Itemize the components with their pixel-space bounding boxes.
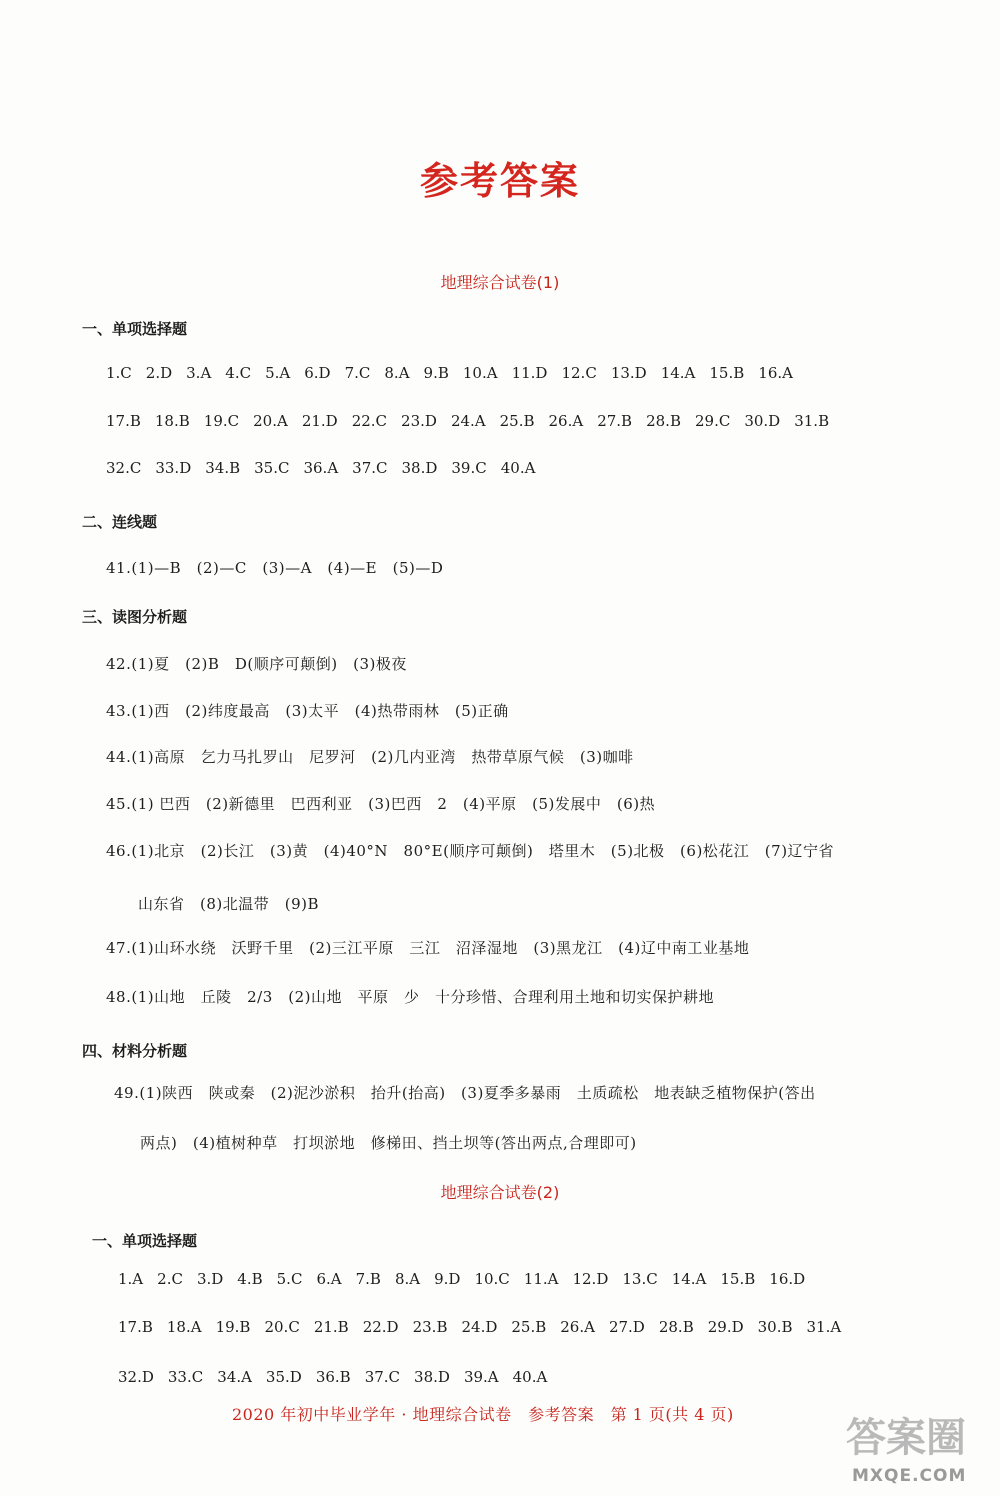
choice-answer: 24.D	[461, 1318, 498, 1336]
choice-answer: 38.D	[414, 1368, 450, 1386]
choice-answer: 35.C	[254, 459, 290, 477]
choice-answer: 27.D	[608, 1318, 645, 1336]
choice-answer: 22.C	[351, 412, 388, 430]
choice-answer: 31.B	[794, 412, 830, 430]
choice-answer: 18.B	[154, 412, 190, 430]
choice-answer: 40.A	[512, 1368, 548, 1386]
choice-answer: 33.D	[155, 459, 192, 477]
answer-49-line-2: 两点) (4)植树种草 打坝淤地 修梯田、挡土坝等(答出两点,合理即可)	[140, 1134, 637, 1152]
choice-answer: 4.C	[225, 364, 252, 382]
watermark-logo: 答案圈	[846, 1415, 966, 1461]
choice-answer: 15.B	[720, 1270, 756, 1288]
choice-answer: 37.C	[364, 1368, 401, 1386]
choice-answer: 10.A	[462, 364, 498, 382]
choice-answer: 17.B	[106, 412, 141, 430]
choice-answer: 20.A	[253, 412, 288, 430]
choice-answer: 18.A	[166, 1318, 202, 1336]
choice-answer: 21.D	[301, 412, 338, 430]
choice-answer: 10.C	[474, 1270, 510, 1288]
choice-answer: 20.C	[264, 1318, 300, 1336]
choice-answer: 5.C	[276, 1270, 303, 1288]
choice-answer: 36.B	[315, 1368, 351, 1386]
answer-49-line-1: 49.(1)陕西 陕或秦 (2)泥沙淤积 抬升(抬高) (3)夏季多暴雨 土质疏松 地表缺乏植物保护(答出	[114, 1084, 816, 1102]
paper2-choice-row-2	[118, 1318, 855, 1336]
choice-answer: 11.A	[523, 1270, 559, 1288]
answer-42: 42.(1)夏 (2)B D(顺序可颠倒) (3)极夜	[106, 655, 407, 673]
choice-answer: 28.B	[658, 1318, 694, 1336]
choice-answer: 16.A	[758, 364, 793, 382]
watermark-url: MXQE.COM	[852, 1466, 967, 1486]
choice-answer: 29.C	[694, 412, 731, 430]
choice-answer: 28.B	[646, 412, 681, 430]
choice-answer: 12.D	[572, 1270, 609, 1288]
answer-46-line-2: 山东省 (8)北温带 (9)B	[138, 895, 320, 913]
choice-answer: 19.C	[203, 412, 240, 430]
choice-answer: 17.B	[118, 1318, 153, 1336]
choice-answer: 34.A	[217, 1368, 252, 1386]
choice-answer: 11.D	[511, 364, 548, 382]
choice-answer: 32.C	[106, 459, 142, 477]
paper1-section-matching: 二、连线题	[82, 513, 158, 531]
choice-answer: 16.D	[769, 1270, 806, 1288]
choice-answer: 7.B	[355, 1270, 381, 1288]
choice-answer: 33.C	[167, 1368, 204, 1386]
choice-answer: 19.B	[215, 1318, 251, 1336]
paper1-section-material-analysis: 四、材料分析题	[82, 1042, 188, 1060]
paper2-heading: 地理综合试卷(2)	[440, 1183, 560, 1202]
choice-answer: 9.B	[423, 364, 449, 382]
choice-answer: 23.D	[401, 412, 437, 430]
choice-answer: 40.A	[500, 459, 536, 477]
page-title: 参考答案	[419, 158, 580, 203]
paper2-choice-row-1	[118, 1270, 819, 1288]
choice-answer: 8.A	[394, 1270, 421, 1288]
answer-47: 47.(1)山环水绕 沃野千里 (2)三江平原 三江 沼泽湿地 (3)黑龙江 (4)辽中南工业基地	[106, 939, 750, 957]
choice-answer: 22.D	[362, 1318, 399, 1336]
choice-answer: 30.D	[744, 412, 781, 430]
choice-answer: 15.B	[709, 364, 745, 382]
choice-answer: 13.D	[610, 364, 647, 382]
paper1-section-map-analysis: 三、读图分析题	[82, 608, 188, 626]
choice-answer: 14.A	[671, 1270, 707, 1288]
choice-answer: 36.A	[303, 459, 339, 477]
choice-answer: 7.C	[344, 364, 371, 382]
choice-answer: 21.B	[313, 1318, 349, 1336]
paper2-section-single-choice: 一、单项选择题	[92, 1232, 198, 1250]
paper1-heading: 地理综合试卷(1)	[440, 273, 560, 292]
choice-answer: 32.D	[118, 1368, 154, 1386]
choice-answer: 5.A	[265, 364, 291, 382]
choice-answer: 13.C	[622, 1270, 658, 1288]
page-footer: 2020 年初中毕业学年 · 地理综合试卷 参考答案 第 1 页(共 4 页)	[232, 1405, 734, 1424]
answer-46-line-1: 46.(1)北京 (2)长江 (3)黄 (4)40°N 80°E(顺序可颠倒) 塔里木 (5)北极 (6)松花江 (7)辽宁省	[106, 842, 835, 860]
choice-answer: 1.C	[106, 364, 132, 382]
choice-answer: 27.B	[597, 412, 633, 430]
paper1-choice-row-1	[106, 364, 807, 382]
paper1-section-single-choice: 一、单项选择题	[82, 320, 188, 338]
choice-answer: 2.D	[145, 364, 173, 382]
choice-answer: 1.A	[118, 1270, 144, 1288]
choice-answer: 37.C	[352, 459, 388, 477]
choice-answer: 26.A	[548, 412, 584, 430]
choice-answer: 6.D	[304, 364, 331, 382]
paper1-choice-row-3	[106, 459, 549, 477]
choice-answer: 25.B	[511, 1318, 547, 1336]
choice-answer: 2.C	[157, 1270, 183, 1288]
choice-answer: 3.A	[186, 364, 212, 382]
choice-answer: 12.C	[561, 364, 597, 382]
choice-answer: 25.B	[499, 412, 535, 430]
choice-answer: 9.D	[434, 1270, 461, 1288]
answer-45: 45.(1) 巴西 (2)新德里 巴西利亚 (3)巴西 2 (4)平原 (5)发展中 (6)热	[106, 795, 656, 813]
choice-answer: 29.D	[707, 1318, 744, 1336]
answer-43: 43.(1)西 (2)纬度最高 (3)太平 (4)热带雨林 (5)正确	[106, 702, 509, 720]
choice-answer: 39.C	[451, 459, 487, 477]
choice-answer: 23.B	[412, 1318, 448, 1336]
choice-answer: 26.A	[560, 1318, 595, 1336]
choice-answer: 4.B	[237, 1270, 263, 1288]
choice-answer: 31.A	[806, 1318, 842, 1336]
paper2-choice-row-3	[118, 1368, 561, 1386]
choice-answer: 34.B	[205, 459, 241, 477]
answer-48: 48.(1)山地 丘陵 2/3 (2)山地 平原 少 十分珍惜、合理利用土地和切实保护耕地	[106, 988, 714, 1006]
paper1-choice-row-2	[106, 412, 843, 430]
choice-answer: 38.D	[401, 459, 438, 477]
choice-answer: 39.A	[463, 1368, 499, 1386]
choice-answer: 8.A	[384, 364, 410, 382]
choice-answer: 30.B	[757, 1318, 793, 1336]
choice-answer: 6.A	[316, 1270, 342, 1288]
choice-answer: 14.A	[660, 364, 696, 382]
answer-41: 41.(1)—B (2)—C (3)—A (4)—E (5)—D	[106, 559, 444, 577]
choice-answer: 35.D	[265, 1368, 302, 1386]
choice-answer: 3.D	[196, 1270, 224, 1288]
answer-44: 44.(1)高原 乞力马扎罗山 尼罗河 (2)几内亚湾 热带草原气候 (3)咖啡	[106, 748, 634, 766]
choice-answer: 24.A	[450, 412, 486, 430]
